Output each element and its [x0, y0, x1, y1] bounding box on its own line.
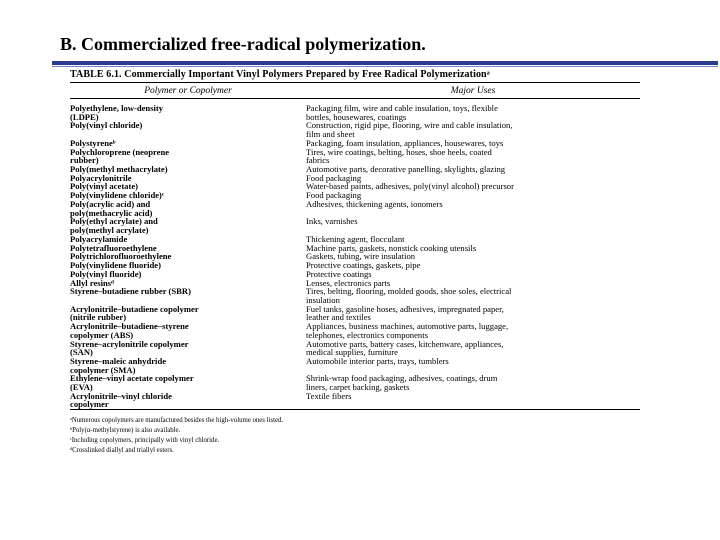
footnote: ᶜIncluding copolymers, principally with vinyl chloride. [70, 437, 220, 445]
major-uses: Machine parts, gaskets, nonstick cooking utensils [306, 242, 477, 253]
table-row [70, 217, 640, 234]
table-bottom-rule [70, 409, 640, 410]
polymer-name: Polytrichlorofluoroethylene [70, 251, 172, 262]
polymer-name: Poly(vinylidene chloride)ᶜ [70, 190, 165, 201]
major-uses: Tires, belting, flooring, molded goods, shoe soles, electrical insulation [306, 286, 512, 306]
major-uses: Automotive parts, decorative panelling, skylights, glazing [306, 163, 506, 174]
table-row [70, 104, 640, 121]
major-uses: Tires, wire coatings, belting, hoses, shoe heels, coated fabrics [306, 146, 492, 166]
major-uses: Shrink-wrap food packaging, adhesives, coatings, drum liners, carpet backing, gaskets [306, 373, 498, 392]
polymer-name: Poly(vinyl fluoride) [70, 268, 142, 279]
table-footnotes [70, 413, 640, 456]
polymer-name: Polyacrylonitrile [70, 172, 132, 183]
table-caption: TABLE 6.1. Commercially Important Vinyl Polymers Prepared by Free Radical Polymerizationᵃ [70, 69, 490, 80]
major-uses: Food packaging [306, 172, 362, 183]
polymer-name: Polyacrylamide [70, 233, 128, 244]
major-uses: Lenses, electronics parts [306, 277, 391, 288]
header-polymer: Polymer or Copolymer [144, 86, 232, 96]
table-row [70, 322, 640, 339]
major-uses: Adhesives, thickening agents, ionomers [306, 199, 443, 210]
polymer-table [70, 67, 640, 456]
polymer-name: Poly(methyl methacrylate) [70, 163, 168, 174]
table-row [70, 340, 640, 357]
polymer-name: Acrylonitrile–butadiene–styrene copolymer (ABS) [70, 321, 189, 340]
table-body [70, 104, 640, 409]
major-uses: Textile fibers [306, 390, 352, 401]
polymer-name: Ethylene–vinyl acetate copolymer (EVA) [70, 373, 194, 392]
polymer-name: Poly(acrylic acid) and poly(methacrylic acid) [70, 199, 153, 218]
major-uses: Packaging, foam insulation, appliances, housewares, toys [306, 137, 504, 148]
polymer-name: Acrylonitrile–butadiene copolymer (nitrile rubber) [70, 303, 199, 323]
major-uses: Water-based paints, adhesives, poly(vinyl alcohol) precursor [306, 181, 514, 192]
major-uses: Packaging film, wire and cable insulation, toys, flexible bottles, housewares, coatings [306, 103, 498, 122]
polymer-name: Styrene–butadiene rubber (SBR) [70, 286, 191, 297]
table-row [70, 121, 640, 138]
polymer-name: Poly(vinylidene fluoride) [70, 260, 161, 271]
major-uses: Fuel tanks, gasoline hoses, adhesives, impregnated paper, leather and textiles [306, 303, 504, 323]
table-header-row [70, 83, 640, 98]
major-uses: Automotive parts, battery cases, kitchenware, appliances, medical supplies, furniture [306, 338, 504, 358]
table-row [70, 392, 640, 409]
polymer-name: Styrene–maleic anhydride copolymer (SMA) [70, 355, 167, 375]
table-row [70, 374, 640, 391]
polymer-name: Poly(vinyl acetate) [70, 181, 139, 192]
major-uses: Food packaging [306, 190, 362, 201]
header-uses: Major Uses [450, 86, 496, 96]
footnote: ᵇPoly(α-methylstyrene) is also available. [70, 427, 181, 435]
polymer-name: Acrylonitrile–vinyl chloride copolymer [70, 390, 172, 410]
major-uses: Inks, varnishes [306, 216, 358, 227]
table-row [70, 287, 640, 304]
polymer-name: Polychloroprene (neoprene rubber) [70, 146, 170, 166]
footnote: ᵈCrosslinked diallyl and triallyl esters. [70, 447, 174, 455]
major-uses: Automobile interior parts, trays, tumblers [306, 355, 449, 366]
table-header-rule [70, 98, 640, 99]
table-row [70, 200, 640, 217]
major-uses: Protective coatings, gaskets, pipe [306, 260, 421, 271]
polymer-name: Polystyreneᵇ [70, 137, 116, 148]
major-uses: Protective coatings [306, 268, 372, 279]
polymer-name: Styrene–acrylonitrile copolymer (SAN) [70, 338, 189, 358]
major-uses: Gaskets, tubing, wire insulation [306, 251, 416, 262]
major-uses: Thickening agent, flocculant [306, 233, 405, 244]
polymer-name: Allyl resinsᵈ [70, 277, 114, 288]
polymer-name: Polyethylene, low-density (LDPE) [70, 103, 164, 122]
slide-title: B. Commercialized free-radical polymerization. [60, 34, 426, 54]
major-uses: Construction, rigid pipe, flooring, wire and cable insulation, film and sheet [306, 120, 513, 139]
polymer-name: Polytetrafluoroethylene [70, 242, 157, 253]
table-row [70, 148, 640, 165]
footnote: ᵃNumerous copolymers are manufactured besides the high-volume ones listed. [70, 417, 284, 425]
polymer-name: Poly(vinyl chloride) [70, 120, 143, 131]
table-row [70, 305, 640, 322]
title-divider [52, 61, 718, 65]
polymer-name: Poly(ethyl acrylate) and poly(methyl acrylate) [70, 216, 158, 235]
major-uses: Appliances, business machines, automotive parts, luggage, telephones, electronics components [306, 321, 509, 340]
table-row [70, 357, 640, 374]
